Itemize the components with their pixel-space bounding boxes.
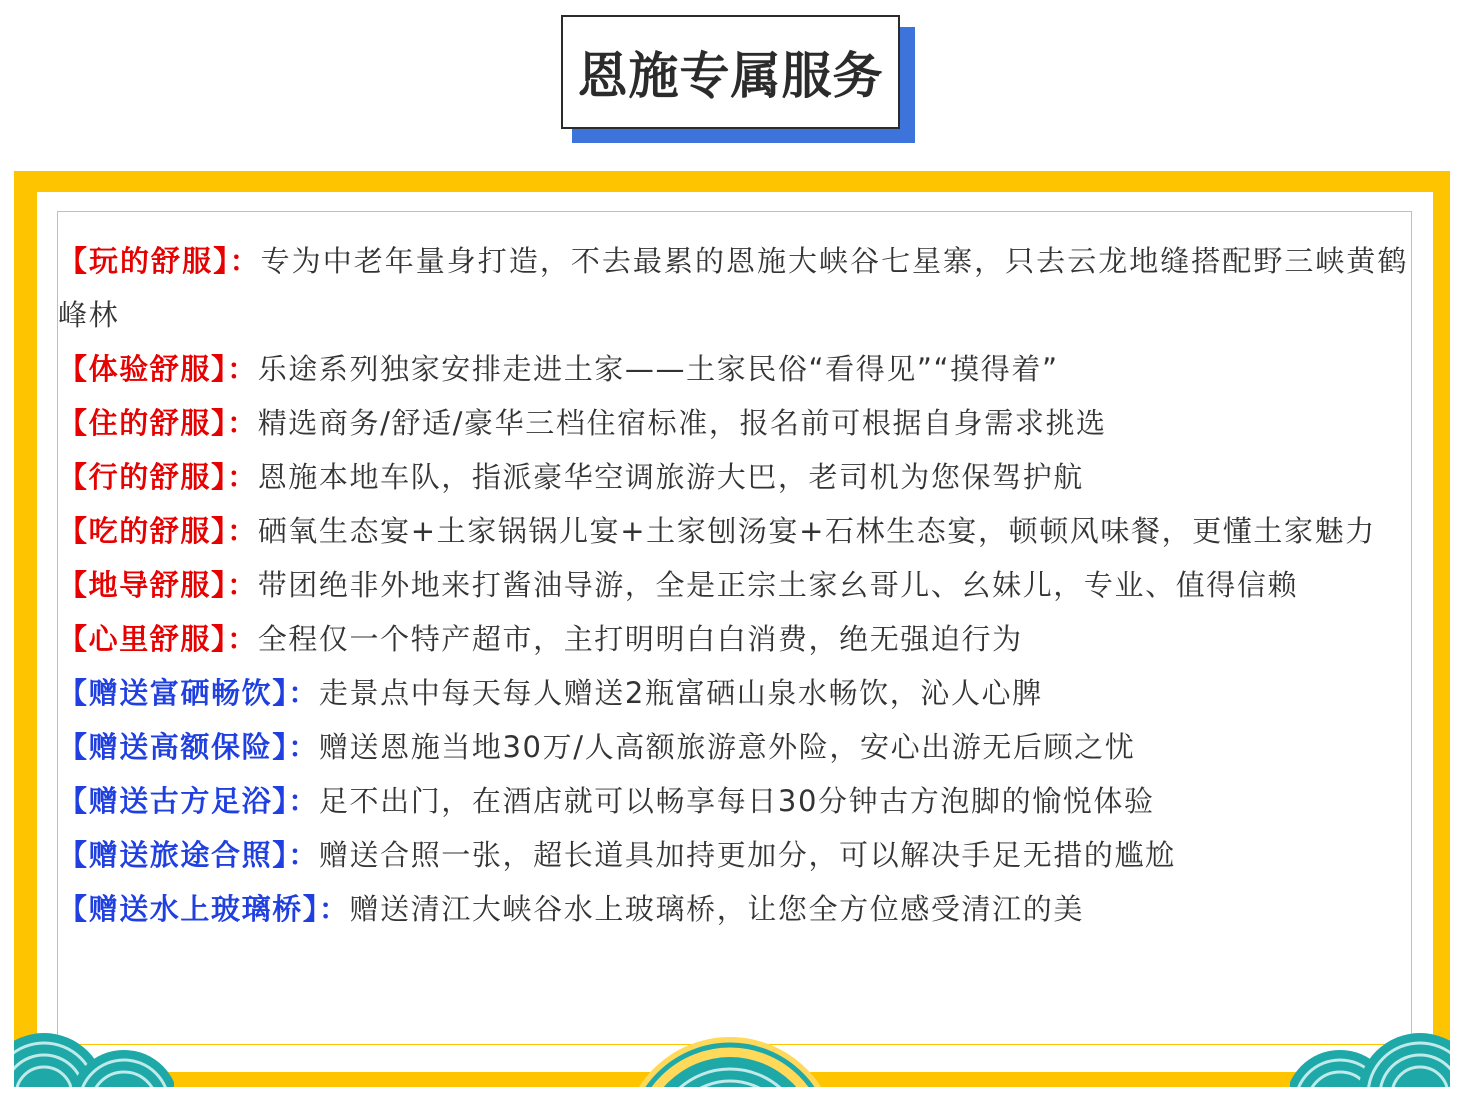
page-title: 恩施专属服务 <box>577 47 884 105</box>
item-text: 带团绝非外地来打酱油导游，全是正宗土家幺哥儿、幺妹儿，专业、值得信赖 <box>257 568 1299 602</box>
item-label: 【赠送水上玻璃桥】： <box>58 892 350 926</box>
item-text: 乐途系列独家安排走进土家——土家民俗“看得见”“摸得着” <box>257 352 1059 386</box>
list-item <box>58 720 1408 774</box>
list-item <box>58 342 1408 396</box>
item-label: 【住的舒服】： <box>58 406 258 440</box>
item-text: 走景点中每天每人赠送2瓶富硒山泉水畅饮，沁人心脾 <box>318 676 1043 710</box>
item-text: 全程仅一个特产超市，主打明明白白消费，绝无强迫行为 <box>257 622 1023 656</box>
item-text: 赠送合照一张，超长道具加持更加分，可以解决手足无措的尴尬 <box>318 838 1176 872</box>
item-label: 【吃的舒服】： <box>58 514 258 548</box>
list-item <box>58 882 1408 936</box>
title-box <box>561 15 900 129</box>
item-label: 【行的舒服】： <box>58 460 258 494</box>
list-item <box>58 558 1408 612</box>
service-list <box>58 234 1408 936</box>
item-label: 【地导舒服】： <box>58 568 258 602</box>
wave-ornament-right-icon <box>1290 1015 1450 1087</box>
item-label: 【赠送古方足浴】： <box>58 784 319 818</box>
item-label: 【玩的舒服】： <box>58 244 261 278</box>
item-label: 【心里舒服】： <box>58 622 258 656</box>
list-item <box>58 774 1408 828</box>
item-label: 【赠送富硒畅饮】： <box>58 676 319 710</box>
item-text: 专为中老年量身打造，不去最累的恩施大峡谷七星寨，只去云龙地缝搭配野三峡黄鹤峰林 <box>58 244 1409 332</box>
item-text: 赠送恩施当地30万/人高额旅游意外险，安心出游无后顾之忧 <box>318 730 1136 764</box>
item-text: 足不出门，在酒店就可以畅享每日30分钟古方泡脚的愉悦体验 <box>318 784 1155 818</box>
list-item <box>58 504 1408 558</box>
item-text: 恩施本地车队，指派豪华空调旅游大巴，老司机为您保驾护航 <box>257 460 1084 494</box>
list-item <box>58 666 1408 720</box>
item-text: 硒氧生态宴+土家锅锅儿宴+土家刨汤宴+石林生态宴，顿顿风味餐，更懂土家魅力 <box>257 514 1376 548</box>
list-item <box>58 828 1408 882</box>
list-item <box>58 396 1408 450</box>
item-text: 赠送清江大峡谷水上玻璃桥，让您全方位感受清江的美 <box>349 892 1084 926</box>
item-text: 精选商务/舒适/豪华三档住宿标准，报名前可根据自身需求挑选 <box>257 406 1107 440</box>
item-label: 【体验舒服】： <box>58 352 258 386</box>
list-item <box>58 612 1408 666</box>
item-label: 【赠送高额保险】： <box>58 730 319 764</box>
item-label: 【赠送旅途合照】： <box>58 838 319 872</box>
list-item <box>58 234 1408 342</box>
wave-ornament-center-icon <box>620 1035 840 1087</box>
wave-ornament-left-icon <box>14 1015 174 1087</box>
list-item <box>58 450 1408 504</box>
